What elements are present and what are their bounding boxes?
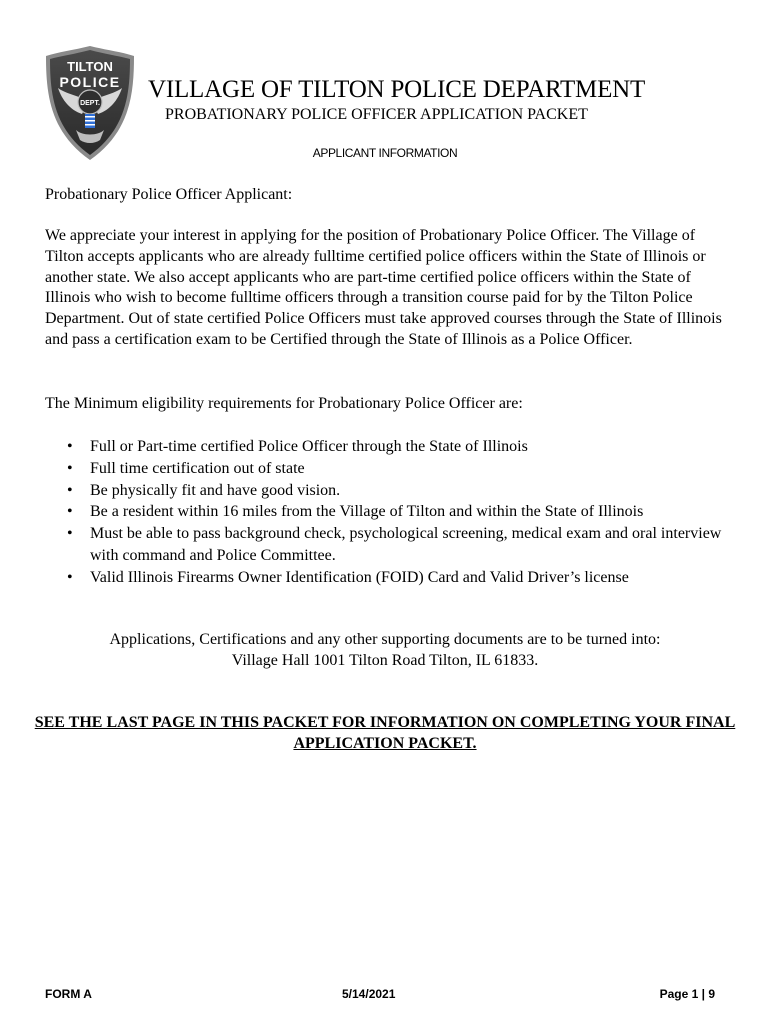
requirement-text: Full time certification out of state [90,459,305,477]
bullet-icon: • [67,568,73,586]
packet-title: PROBATIONARY POLICE OFFICER APPLICATION PACKET [165,106,588,123]
requirement-text: Full or Part-time certified Police Officer through the State of Illinois [90,438,528,455]
requirement-text: Valid Illinois Firearms Owner Identification (FOID) Card and Valid Driver’s license [90,568,629,586]
footer-form-id: FORM A [45,987,92,1001]
footer-date: 5/14/2021 [342,987,396,1001]
bullet-icon: • [67,481,73,499]
requirements-heading: The Minimum eligibility requirements for Probationary Police Officer are: [45,395,523,412]
bullet-icon: • [67,503,73,521]
requirement-text: Be physically fit and have good vision. [90,481,341,499]
list-item [45,523,725,567]
section-title: APPLICANT INFORMATION [312,146,458,160]
intro-paragraph: We appreciate your interest in applying for the position of Probationary Police Officer. The Village of Tilton accepts applicants who are already fulltime certified police officers within the State of Illinois or another state. We also accept applicants who are part-time certified police officers within the State of Illinois who wish to become fulltime officers through a transition course paid for by the Tilton Police Department. Out of state certified Police Officers must take approved courses through the State of Illinois and pass a certification exam to be Certified through the State of Illinois as a Police Officer. [45,227,722,348]
badge-line-3: DEPT. [80,100,100,107]
list-item [45,480,725,502]
requirement-text: Be a resident within 16 miles from the Village of Tilton and within the State of Illinois [90,503,644,521]
submission-instructions: Applications, Certifications and any other supporting documents are to be turned into: [109,631,661,648]
bullet-icon: • [67,438,73,455]
requirement-text: Must be able to pass background check, psychological screening, medical exam and oral interview with command and Police Committee. [90,525,722,564]
bullet-icon: • [67,525,73,543]
submission-info [0,629,770,671]
list-item [45,567,725,589]
bullet-icon: • [67,459,73,477]
list-item [45,458,725,480]
list-item [45,436,725,458]
police-badge-logo [44,44,136,162]
requirements-list [45,436,725,589]
badge-line-1: TILTON [67,59,113,74]
footer-page-number: Page 1 | 9 [659,987,715,1001]
list-item [45,501,725,523]
department-title: VILLAGE OF TILTON POLICE DEPARTMENT [148,76,646,103]
badge-line-2: POLICE [59,74,121,90]
submission-address: Village Hall 1001 Tilton Road Tilton, IL 61833. [231,652,539,669]
salutation: Probationary Police Officer Applicant: [45,186,293,203]
last-page-notice: SEE THE LAST PAGE IN THIS PACKET FOR INFORMATION ON COMPLETING YOUR FINAL APPLICATION PACKET. [34,714,736,752]
